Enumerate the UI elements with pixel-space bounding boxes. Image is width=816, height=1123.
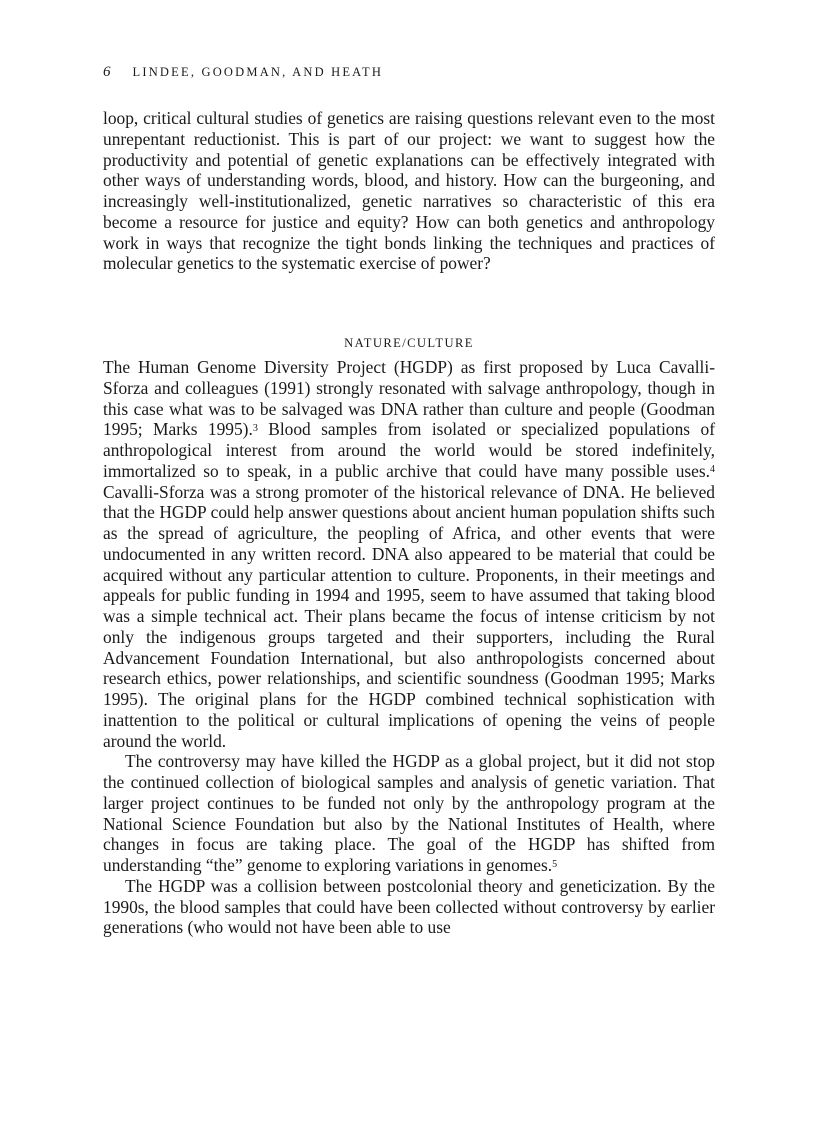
opening-text-block bbox=[103, 108, 715, 274]
footnote-ref-4[interactable]: 4 bbox=[710, 464, 715, 476]
page-number: 6 bbox=[103, 64, 111, 80]
section-paragraph-3: The HGDP was a collision between postcolonial theory and geneticization. By the 1990s, the blood samples that could have been collected without controversy by earlier generations (who would not have been able to use bbox=[103, 875, 715, 938]
opening-paragraph: loop, critical cultural studies of genetics are raising questions relevant even to the most unrepentant reductionist. This is part of our project: we want to suggest how the productivity and potential of genetic explanations can be effectively integrated with other ways of understanding words, blood, and history. How can the burgeoning, and increasingly well-institutionalized, genetic narratives so characteristic of this era become a resource for justice and equity? How can both genetics and anthropology work in ways that recognize the tight bonds linking the techniques and practices of molecular genetics to the systematic exercise of power? bbox=[103, 108, 715, 274]
paragraph-2-text: The controversy may have killed the HGDP as a global project, but it did not stop the continued collection of biological samples and analysis of genetic variation. That larger project continues to be funded not only by the anthropology program at the National Science Foundation but also by the National Institutes of Health, where changes in focus are taking place. The goal of the HGDP has shifted from understanding “the” genome to exploring variations in genomes. bbox=[103, 751, 715, 875]
section-heading: NATURE/CULTURE bbox=[344, 336, 474, 350]
running-head bbox=[103, 64, 383, 81]
paragraph-1-text-a: The Human Genome Diversity Project (HGDP) as first proposed by Luca Cavalli-Sforza and colleagues (1991) strongly resonated with salvage anthropology, though in this case what was to be salvaged was DNA rather than culture and people (Goodman 1995; Marks 1995). bbox=[103, 357, 715, 440]
running-head-authors: LINDEE, GOODMAN, AND HEATH bbox=[132, 65, 384, 79]
footnote-ref-5[interactable]: 5 bbox=[552, 858, 558, 870]
paragraph-1-text-b: Blood samples from isolated or specialized populations of anthropological interest from around the world would be stored indefinitely, immortalized so to speak, in a public archive that could have many possible uses. bbox=[103, 419, 715, 481]
section-text-block bbox=[103, 357, 715, 938]
section-paragraph-1 bbox=[103, 357, 715, 751]
paragraph-1-text-c: Cavalli-Sforza was a strong promoter of the historical relevance of DNA. He believed that the HGDP could help answer questions about ancient human population shifts such as the spread of agriculture, the peopling of Africa, and other events that were undocumented in any written record. DNA also appeared to be material that could be acquired without any particular attention to culture. Proponents, in their meetings and appeals for public funding in 1994 and 1995, seem to have assumed that taking blood was a simple technical act. Their plans became the focus of intense criticism by not only the indigenous groups targeted and their supporters, including the Rural Advancement Foundation International, but also anthropologists concerned about research ethics, power relationships, and scientific soundness (Goodman 1995; Marks 1995). The original plans for the HGDP combined technical sophistication with inattention to the political or cultural implications of opening the veins of people around the world. bbox=[103, 481, 715, 751]
section-paragraph-2 bbox=[103, 751, 715, 876]
footnote-ref-3[interactable]: 3 bbox=[252, 422, 258, 434]
